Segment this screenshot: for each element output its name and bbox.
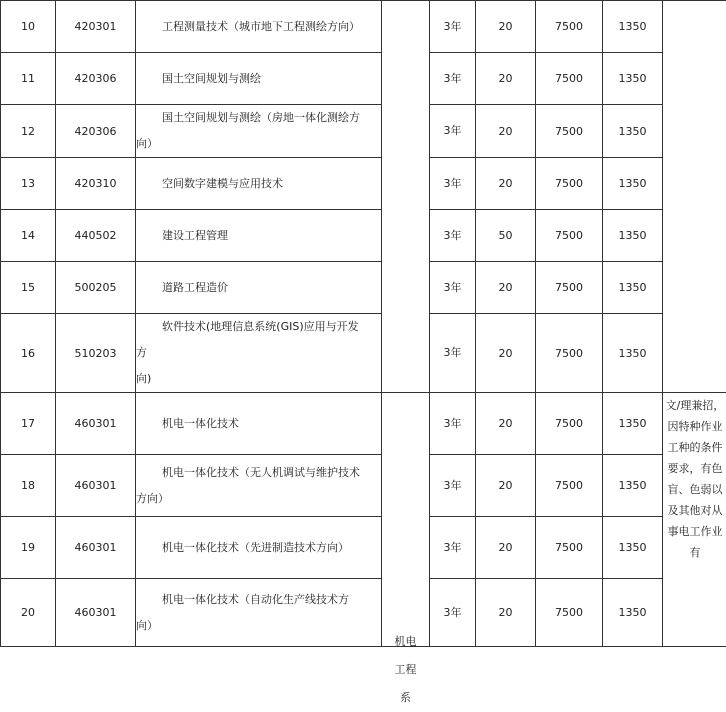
remarks-cell — [663, 1, 726, 393]
tuition: 7500 — [536, 314, 603, 393]
table-row — [1, 210, 726, 262]
major-name-line2: 向） — [136, 619, 158, 632]
major-name-line1: 空间数字建模与应用技术 — [162, 177, 283, 190]
study-years-text: 3年 — [443, 340, 463, 366]
study-years — [430, 53, 476, 105]
major-name-line1: 道路工程造价 — [162, 281, 228, 294]
study-years-text: 3年 — [443, 473, 463, 499]
study-years — [430, 455, 476, 517]
table-body — [1, 1, 726, 647]
tuition: 7500 — [536, 158, 603, 210]
study-years — [430, 105, 476, 158]
row-number: 20 — [1, 579, 56, 647]
department-name: 机电工程系 — [394, 628, 418, 712]
tuition: 7500 — [536, 53, 603, 105]
plan-count: 50 — [476, 210, 536, 262]
accommodation-fee: 1350 — [603, 455, 663, 517]
row-number: 19 — [1, 517, 56, 579]
study-years — [430, 393, 476, 455]
tuition: 7500 — [536, 455, 603, 517]
major-name — [136, 158, 382, 210]
table-row — [1, 262, 726, 314]
major-name — [136, 314, 382, 393]
row-number: 15 — [1, 262, 56, 314]
remarks-text: 文/理兼招，因特种作业工种的条件要求，有色盲、色弱以及其他对从事电工作业有 — [666, 399, 725, 559]
major-name-line1: 软件技术(地理信息系统(GIS)应用与开发方 — [136, 320, 359, 359]
major-code: 420306 — [56, 105, 136, 158]
plan-count: 20 — [476, 105, 536, 158]
accommodation-fee: 1350 — [603, 53, 663, 105]
row-number: 13 — [1, 158, 56, 210]
study-years — [430, 1, 476, 53]
accommodation-fee: 1350 — [603, 579, 663, 647]
tuition: 7500 — [536, 262, 603, 314]
table-row — [1, 158, 726, 210]
accommodation-fee: 1350 — [603, 314, 663, 393]
major-name — [136, 210, 382, 262]
row-number: 14 — [1, 210, 56, 262]
major-name-line1: 工程测量技术（城市地下工程测绘方向） — [162, 20, 360, 33]
study-years — [430, 579, 476, 647]
study-years-text: 3年 — [443, 66, 463, 92]
row-number: 12 — [1, 105, 56, 158]
table-row — [1, 393, 726, 455]
row-number: 11 — [1, 53, 56, 105]
table-row — [1, 105, 726, 158]
major-code: 460301 — [56, 579, 136, 647]
row-number: 18 — [1, 455, 56, 517]
plan-count: 20 — [476, 455, 536, 517]
accommodation-fee: 1350 — [603, 158, 663, 210]
accommodation-fee: 1350 — [603, 517, 663, 579]
major-code: 460301 — [56, 455, 136, 517]
tuition: 7500 — [536, 579, 603, 647]
study-years — [430, 210, 476, 262]
table-row — [1, 517, 726, 579]
major-code: 440502 — [56, 210, 136, 262]
table-row — [1, 314, 726, 393]
study-years-text: 3年 — [443, 411, 463, 437]
major-name — [136, 579, 382, 647]
major-name — [136, 1, 382, 53]
plan-count: 20 — [476, 314, 536, 393]
accommodation-fee: 1350 — [603, 1, 663, 53]
plan-count: 20 — [476, 579, 536, 647]
row-number: 10 — [1, 1, 56, 53]
major-name-line1: 机电一体化技术（无人机调试与维护技术 — [162, 466, 360, 479]
major-name — [136, 262, 382, 314]
major-code: 420310 — [56, 158, 136, 210]
row-number: 17 — [1, 393, 56, 455]
plan-count: 20 — [476, 262, 536, 314]
major-name-line1: 国土空间规划与测绘 — [162, 72, 261, 85]
accommodation-fee: 1350 — [603, 262, 663, 314]
tuition: 7500 — [536, 105, 603, 158]
study-years-text: 3年 — [443, 118, 463, 144]
major-name — [136, 393, 382, 455]
major-name-line2: 向) — [136, 372, 151, 385]
tuition: 7500 — [536, 393, 603, 455]
study-years — [430, 158, 476, 210]
study-years-text: 3年 — [443, 535, 463, 561]
table-row — [1, 1, 726, 53]
plan-count: 20 — [476, 158, 536, 210]
major-name-line1: 机电一体化技术 — [162, 417, 239, 430]
major-code: 420306 — [56, 53, 136, 105]
major-name-line1: 机电一体化技术（先进制造技术方向） — [162, 541, 349, 554]
table-row — [1, 579, 726, 647]
accommodation-fee: 1350 — [603, 210, 663, 262]
tuition: 7500 — [536, 210, 603, 262]
major-code: 460301 — [56, 393, 136, 455]
major-name — [136, 105, 382, 158]
study-years-text: 3年 — [443, 223, 463, 249]
tuition: 7500 — [536, 517, 603, 579]
plan-count: 20 — [476, 1, 536, 53]
study-years-text: 3年 — [443, 14, 463, 40]
accommodation-fee: 1350 — [603, 105, 663, 158]
major-code: 420301 — [56, 1, 136, 53]
major-code: 500205 — [56, 262, 136, 314]
major-name-line1: 国土空间规划与测绘（房地一体化测绘方 — [162, 111, 360, 124]
major-name — [136, 517, 382, 579]
table-row — [1, 455, 726, 517]
study-years-text: 3年 — [443, 275, 463, 301]
major-name-line2: 方向） — [136, 492, 169, 505]
study-years — [430, 314, 476, 393]
study-years — [430, 262, 476, 314]
plan-count: 20 — [476, 393, 536, 455]
table-row — [1, 53, 726, 105]
accommodation-fee: 1350 — [603, 393, 663, 455]
row-number: 16 — [1, 314, 56, 393]
major-name-line2: 向） — [136, 137, 158, 150]
major-code: 510203 — [56, 314, 136, 393]
major-name-line1: 机电一体化技术（自动化生产线技术方 — [162, 593, 349, 606]
major-name — [136, 455, 382, 517]
study-years — [430, 517, 476, 579]
study-years-text: 3年 — [443, 171, 463, 197]
major-code: 460301 — [56, 517, 136, 579]
major-name — [136, 53, 382, 105]
plan-count: 20 — [476, 517, 536, 579]
major-name-line1: 建设工程管理 — [162, 229, 228, 242]
department-cell — [382, 393, 430, 647]
remarks-cell — [663, 393, 726, 647]
plan-count: 20 — [476, 53, 536, 105]
study-years-text: 3年 — [443, 600, 463, 626]
tuition: 7500 — [536, 1, 603, 53]
department-cell — [382, 1, 430, 393]
